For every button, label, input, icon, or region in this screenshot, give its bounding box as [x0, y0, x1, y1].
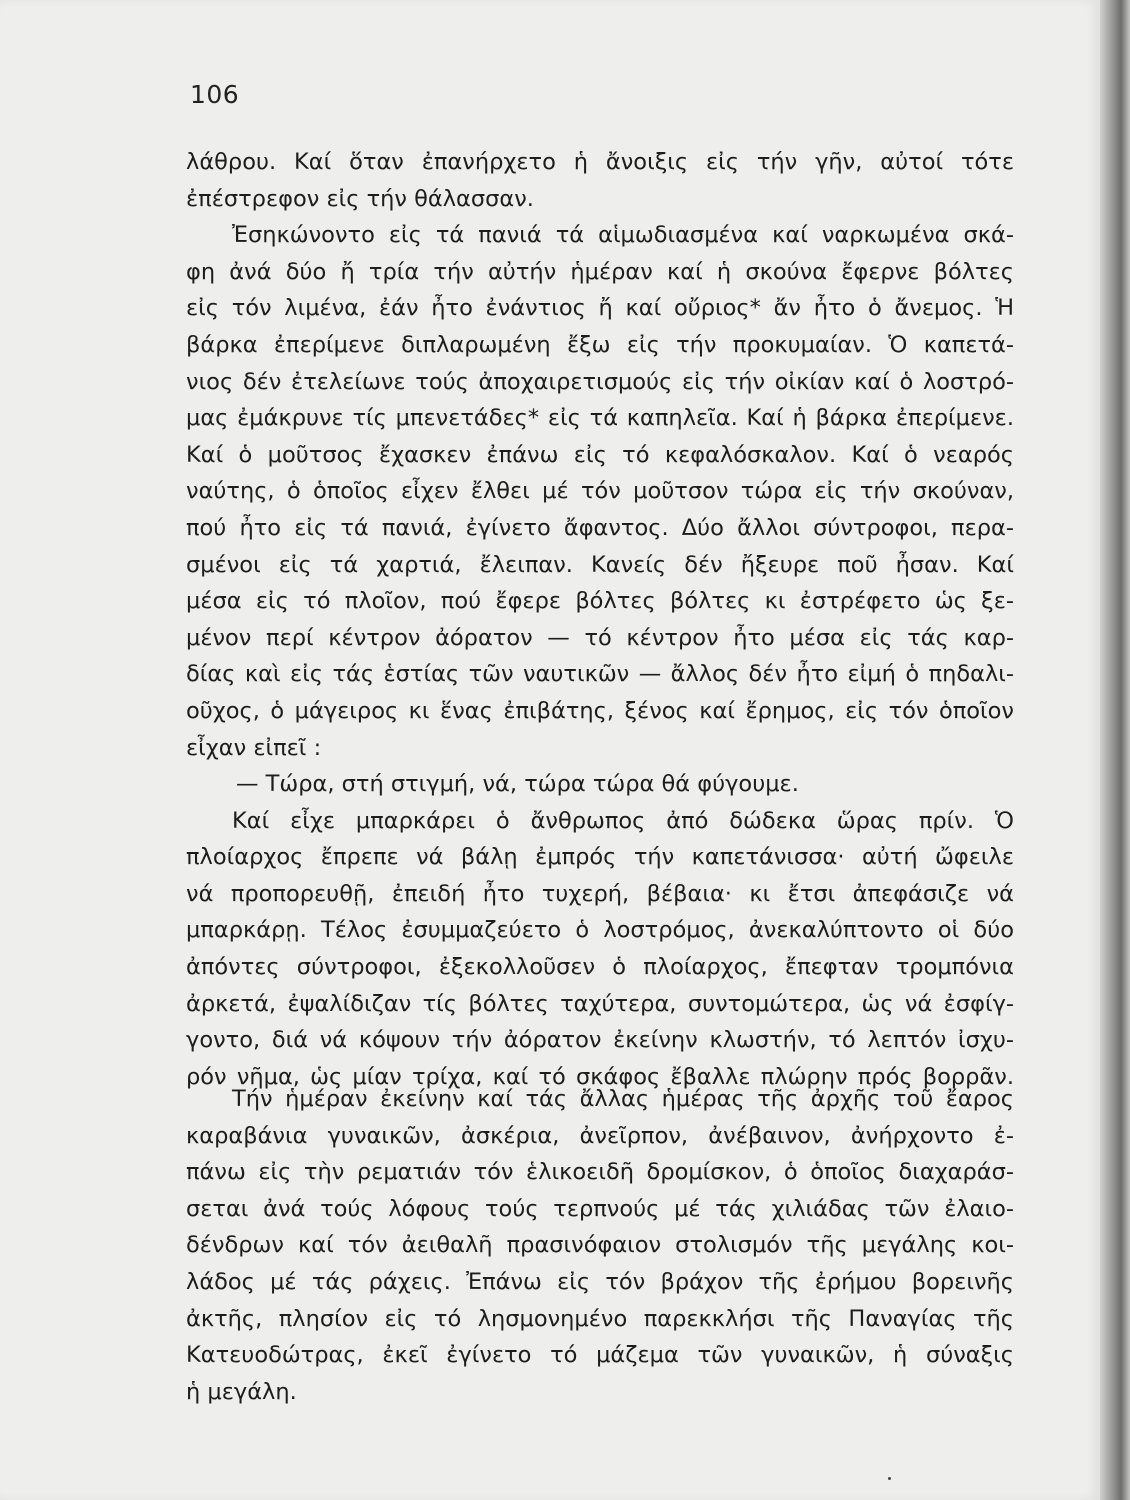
text-line: φη ἀνά δύο ἤ τρία τήν αὐτήν ἡμέραν καί ἡ σκούνα ἔφερνε βόλτες — [186, 258, 1014, 285]
text-line: νιος δέν ἐτελείωνε τούς ἀποχαιρετισμούς εἰς τήν οἰκίαν καί ὁ λοστρό- — [186, 368, 1014, 395]
text-line: καραβάνια γυναικῶν, ἀσκέρια, ἀνεῖρπον, ἀνέβαινον, ἀνήρχοντο ἐ- — [186, 1122, 1014, 1149]
paragraph — [186, 1081, 1014, 1410]
text-line: μας ἐμάκρυνε τίς μπενετάδες* εἰς τά καπηλεῖα. Καί ἡ βάρκα ἐπερίμενε. — [186, 405, 1014, 432]
text-line: οῦχος, ὁ μάγειρος κι ἕνας ἐπιβάτης, ξένος καί ἔρημος, εἰς τόν ὁποῖον — [186, 697, 1014, 724]
text-line: πάνω εἰς τὴν ρεματιάν τόν ἑλικοειδῆ δρομίσκον, ὁ ὁποῖος διαχαράσ- — [186, 1159, 1014, 1186]
text-line: Τήν ἡμέραν ἐκείνην καί τάς ἄλλας ἡμέρας τῆς ἀρχῆς τοῦ ἔαρος — [232, 1086, 1014, 1112]
section-text — [186, 1081, 1014, 1410]
paragraph — [186, 217, 1014, 766]
text-line: σεται ἀνά τούς λόφους τούς τερπνούς μέ τάς χιλιάδας τῶν ἐλαιο- — [186, 1195, 1014, 1222]
text-line: Καί ὁ μοῦτσος ἔχασκεν ἐπάνω εἰς τό κεφαλόσκαλον. Καί ὁ νεαρός — [186, 441, 1014, 468]
main-text — [186, 144, 1014, 1095]
text-line: μέσα εἰς τό πλοῖον, πού ἔφερε βόλτες βόλτες κι ἐστρέφετο ὡς ξε- — [186, 588, 1014, 615]
text-line: ἀρκετά, ἐψαλίδιζαν τίς βόλτες ταχύτερα, συντομώτερα, ὡς νά ἐσφίγ- — [186, 990, 1014, 1017]
text-line: μπαρκάρῃ. Τέλος ἐσυμμαζεύετο ὁ λοστρόμος, ἀνεκαλύπτοντο οἱ δύο — [186, 917, 1014, 944]
text-line: σμένοι εἰς τά χαρτιά, ἔλειπαν. Κανείς δέν ἤξευρε ποῦ ἦσαν. Καί — [186, 551, 1014, 578]
paragraph — [186, 803, 1014, 1096]
dialogue-paragraph — [186, 766, 1014, 803]
text-line: λάθρου. Καί ὅταν ἐπανήρχετο ἡ ἄνοιξις εἰς τήν γῆν, αὐτοί τότε — [186, 149, 1014, 175]
text-line: ἡ μεγάλη. — [186, 1378, 297, 1405]
book-spine-edge — [1100, 0, 1130, 1500]
page-number: 106 — [190, 80, 240, 109]
text-line: ἀπόντες σύντροφοι, ἐξεκολλοῦσεν ὁ πλοίαρχος, ἔπεφταν τρομπόνια — [186, 954, 1014, 981]
text-line: πλοίαρχος ἔπρεπε νά βάλῃ ἐμπρός τήν καπετάνισσα· αὐτή ὤφειλε — [186, 844, 1014, 871]
text-line: βάρκα ἐπερίμενε διπλαρωμένη ἔξω εἰς τήν προκυμαίαν. Ὁ καπετά- — [186, 331, 1014, 358]
text-line: νά προπορευθῇ, ἐπειδή ἦτο τυχερή, βέβαια· κι ἔτσι ἀπεφάσιζε νά — [186, 880, 1014, 907]
text-line: Ἐσηκώνοντο εἰς τά πανιά τά αἱμωδιασμένα καί ναρκωμένα σκά- — [232, 222, 1014, 249]
text-line: Κατευοδώτρας, ἐκεῖ ἐγίνετο τό μάζεμα τῶν γυναικῶν, ἡ σύναξις — [186, 1342, 1014, 1369]
text-line: Καί εἶχε μπαρκάρει ὁ ἄνθρωπος ἀπό δώδεκα ὥρας πρίν. Ὁ — [232, 807, 1014, 834]
text-line: ρόν νῆμα, ὡς μίαν τρίχα, καί τό σκάφος ἔβαλλε πλώρην πρός βορρᾶν. — [186, 1063, 1014, 1090]
text-line: εἶχαν εἰπεῖ : — [186, 734, 322, 761]
text-line: ἐπέστρεφον εἰς τήν θάλασσαν. — [186, 185, 534, 212]
text-line: ἀκτῆς, πλησίον εἰς τό λησμονημένο παρεκκλήσι τῆς Παναγίας τῆς — [186, 1305, 1014, 1332]
dialogue-line: — Τώρα, στή στιγμή, νά, τώρα τώρα θά φύγουμε. — [236, 771, 799, 798]
text-line: δένδρων καί τόν ἀειθαλῆ πρασινόφαιον στολισμόν τῆς μεγάλης κοι- — [186, 1232, 1014, 1259]
text-line: δίας καὶ εἰς τάς ἑστίας τῶν ναυτικῶν — ἄλλος δέν ἦτο εἰμή ὁ πηδαλι- — [186, 661, 1014, 688]
text-line: πού ἦτο εἰς τά πανιά, ἐγίνετο ἄφαντος. Δύο ἄλλοι σύντροφοι, περα- — [186, 514, 1014, 541]
ink-speck — [888, 1477, 891, 1480]
paragraph — [186, 144, 1014, 217]
text-line: λάδος μέ τάς ράχεις. Ἐπάνω εἰς τόν βράχον τῆς ἐρήμου βορεινῆς — [186, 1268, 1014, 1295]
text-line: γοντο, διά νά κόψουν τήν ἀόρατον ἐκείνην κλωστήν, τό λεπτόν ἰσχυ- — [186, 1027, 1014, 1054]
text-line: εἰς τόν λιμένα, ἐάν ἦτο ἐνάντιος ἤ καί οὔριος* ἄν ἦτο ὁ ἄνεμος. Ἡ — [186, 295, 1014, 322]
text-line: ναύτης, ὁ ὁποῖος εἶχεν ἔλθει μέ τόν μοῦτσον τώρα εἰς τήν σκούναν, — [186, 478, 1014, 505]
text-line: μένον περί κέντρον ἀόρατον — τό κέντρον ἦτο μέσα εἰς τάς καρ- — [186, 624, 1014, 651]
